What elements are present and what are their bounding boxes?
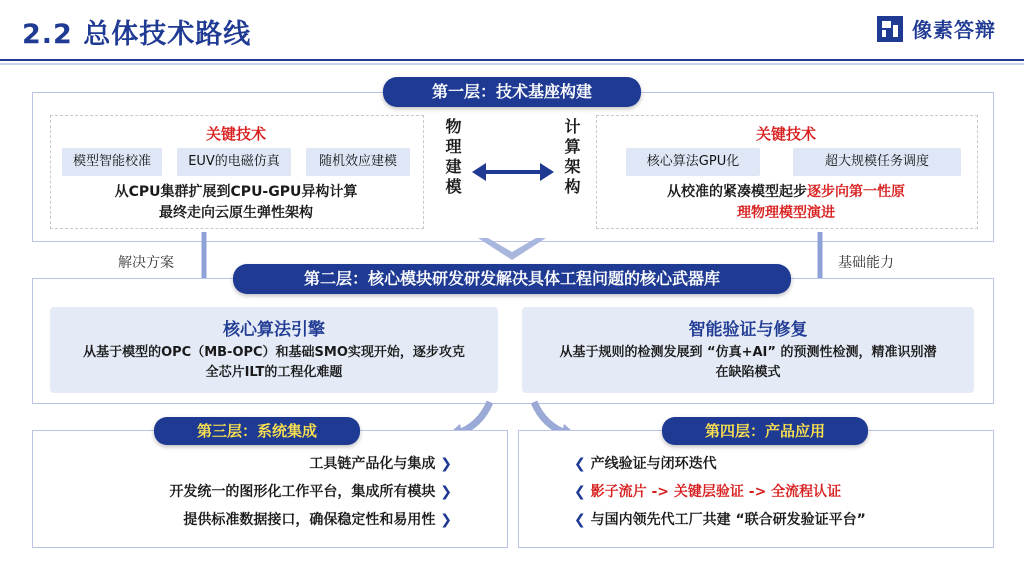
layer3-item-text: 开发统一的图形化工作平台，集成所有模块 xyxy=(169,484,436,500)
layer4-item xyxy=(574,506,866,534)
chevron-left-icon: ❮ xyxy=(574,512,586,528)
layer2-banner: 第二层：核心模块研发研发解决具体工程问题的核心武器库 xyxy=(233,264,791,294)
left-desc-line2: 最终走向云原生弹性架构 xyxy=(159,205,313,221)
layer4-item-text: 产线验证与闭环迭代 xyxy=(590,456,717,472)
right-desc-line1-b: 逐步向第一性原 xyxy=(807,184,905,200)
right-desc-line2: 理物理模型演进 xyxy=(737,205,835,221)
layer4-list xyxy=(574,450,866,534)
module-smart-verification-desc-line1: 从基于规则的检测发展到 “仿真+AI” 的预测性检测，精准识别潜 xyxy=(559,345,937,360)
physics-modeling-label: 物理建模 xyxy=(443,118,462,198)
center-down-chevron-icon xyxy=(478,236,546,264)
chevron-right-icon: ❯ xyxy=(440,456,452,472)
chevron-right-icon: ❯ xyxy=(440,484,452,500)
logo-mark-icon xyxy=(876,15,904,43)
logo-text: 像素答辩 xyxy=(912,18,996,42)
layer3-item xyxy=(169,450,452,478)
chip-euv-simulation: EUV的电磁仿真 xyxy=(177,148,291,176)
module-core-algorithm-desc-line1: 从基于模型的OPC（MB-OPC）和基础SMO实现开始，逐步攻克 xyxy=(83,345,465,360)
module-smart-verification-title: 智能验证与修复 xyxy=(688,320,808,340)
brand-logo xyxy=(876,14,996,43)
module-core-algorithm-title: 核心算法引擎 xyxy=(223,320,325,340)
chip-task-scheduling: 超大规模任务调度 xyxy=(793,148,961,176)
solution-label: 解决方案 xyxy=(118,255,174,271)
capability-label: 基础能力 xyxy=(838,255,894,271)
module-smart-verification-desc-line2: 在缺陷模式 xyxy=(715,365,781,380)
layer4-item xyxy=(574,450,866,478)
layer4-banner: 第四层：产品应用 xyxy=(662,417,868,445)
page-title: 2.2 总体技术路线 xyxy=(22,19,252,50)
layer3-list xyxy=(169,450,452,534)
layer1-banner: 第一层：技术基座构建 xyxy=(383,77,641,107)
left-desc-line1: 从CPU集群扩展到CPU-GPU异构计算 xyxy=(114,184,358,200)
chip-gpu-algorithm: 核心算法GPU化 xyxy=(626,148,760,176)
right-key-tech-title: 关键技术 xyxy=(755,125,816,143)
layer4-item-text: 与国内领先代工厂共建 “联合研发验证平台” xyxy=(590,512,866,528)
layer3-item xyxy=(169,506,452,534)
layer3-item-text: 提供标准数据接口，确保稳定性和易用性 xyxy=(183,512,436,528)
right-desc-line1 xyxy=(596,182,976,203)
chevron-left-icon: ❮ xyxy=(574,456,586,472)
layer3-item xyxy=(169,478,452,506)
layer3-item-text: 工具链产品化与集成 xyxy=(309,456,436,472)
layer4-item-text: 影子流片 -> 关键层验证 -> 全流程认证 xyxy=(590,484,842,500)
chevron-right-icon: ❯ xyxy=(440,512,452,528)
chip-random-effect: 随机效应建模 xyxy=(306,148,410,176)
chevron-left-icon: ❮ xyxy=(574,484,586,500)
module-core-algorithm-desc-line2: 全芯片ILT的工程化难题 xyxy=(205,365,343,380)
layer4-item xyxy=(574,478,866,506)
compute-architecture-label: 计算架构 xyxy=(562,118,581,198)
right-desc-line1-a: 从校准的紧凑模型起步 xyxy=(667,184,807,200)
bidirectional-arrow-icon xyxy=(472,160,554,184)
layer3-banner: 第三层：系统集成 xyxy=(154,417,360,445)
left-key-tech-title: 关键技术 xyxy=(205,125,266,143)
chip-model-calibration: 模型智能校准 xyxy=(62,148,162,176)
header-divider xyxy=(0,54,1024,66)
